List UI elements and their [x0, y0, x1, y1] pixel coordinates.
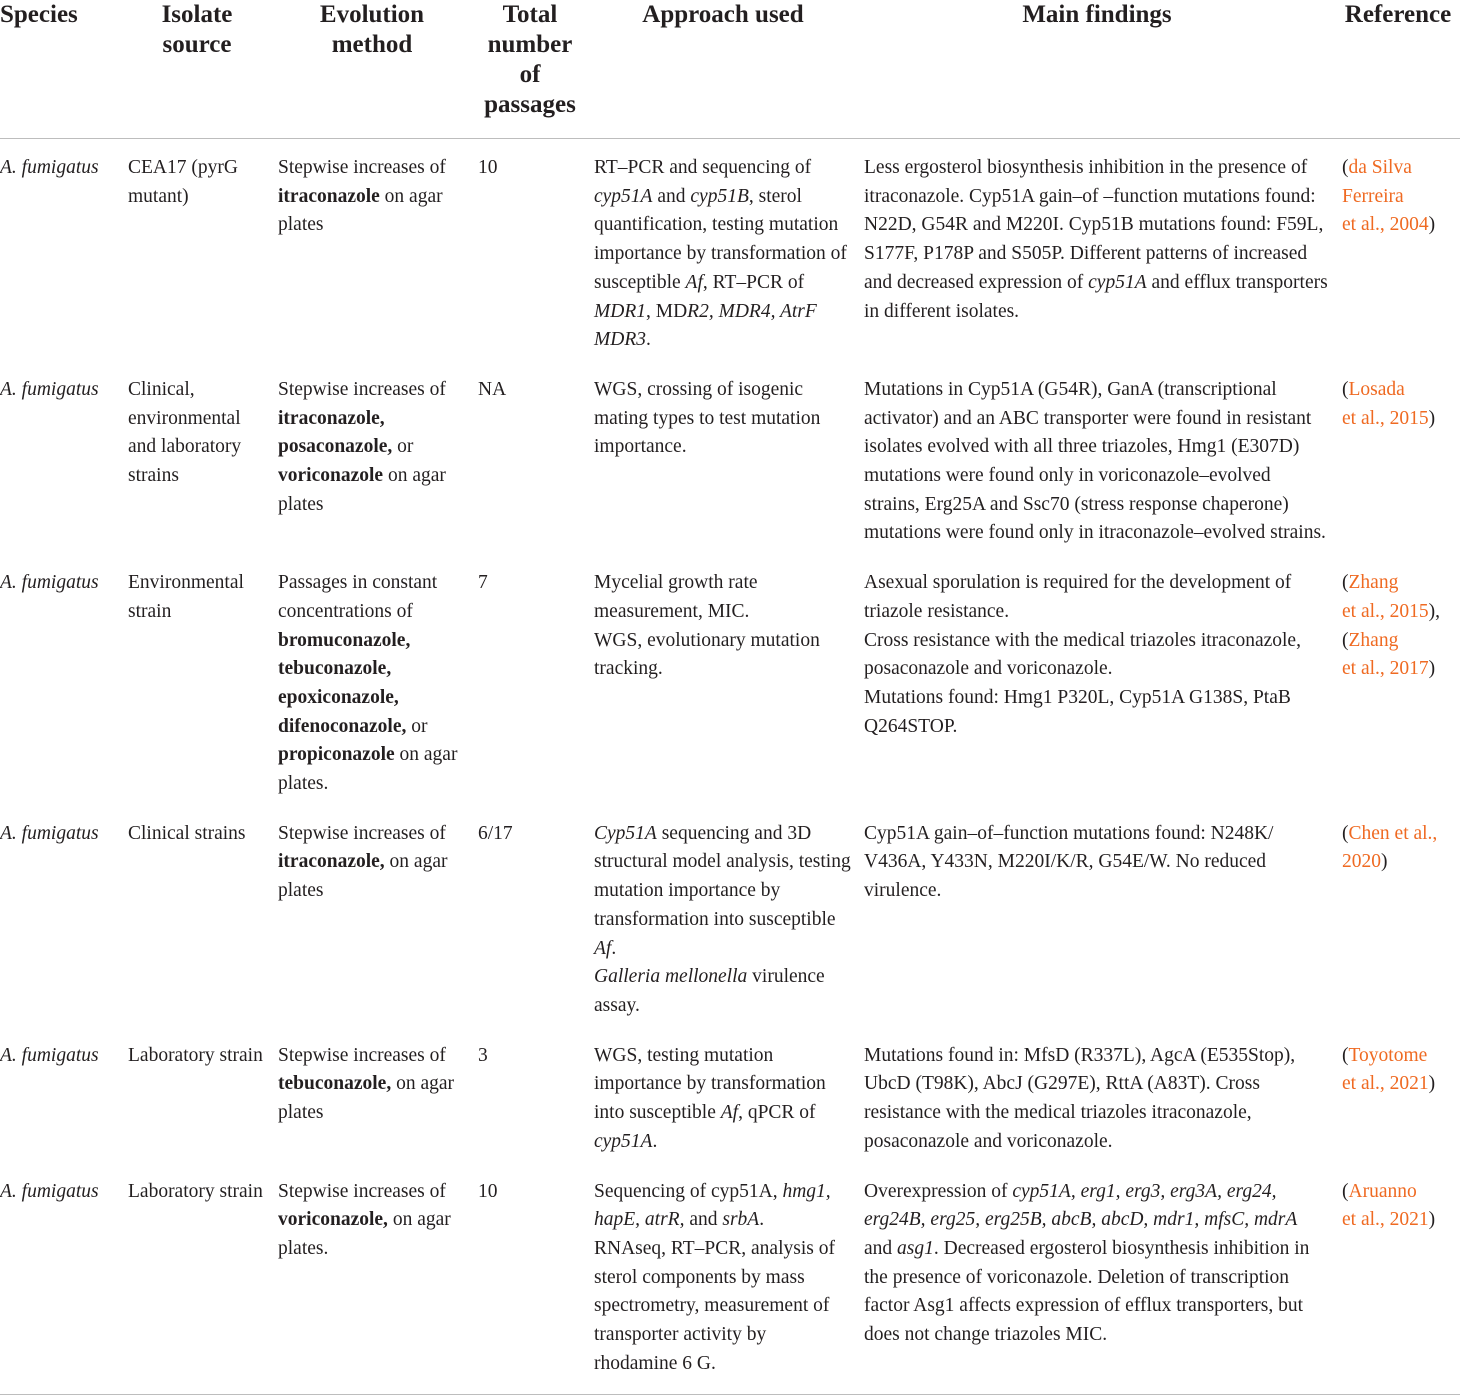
- reference-link[interactable]: 2020: [1342, 851, 1381, 873]
- cell-passages: 10: [478, 1180, 498, 1202]
- cell-method: Stepwise increases of itraconazole, posaconazole, or voriconazole on agar plates: [278, 378, 446, 515]
- cell-findings: Mutations found in: MfsD (R337L), AgcA (E535Stop), UbcD (T98K), AbcJ (G297E), RttA (A83T). Cross resistance with the medical triazoles itraconazole, posaconazole and voriconazole.: [864, 1044, 1296, 1152]
- cell-reference: (Losada et al., 2015): [1342, 378, 1436, 429]
- cell-findings: Less ergosterol biosynthesis inhibition in the presence of itraconazole. Cyp51A gain–of –function mutations found: N22D, G54R and M220I. Cyp51B mutations found: F59L, S177F, P178P and S505P. Different patterns of increased and decreased expression of cyp51A and efflux transporters in different isolates.: [864, 157, 1328, 322]
- reference-link[interactable]: et al., 2015: [1342, 407, 1429, 429]
- cell-source: Clinical strains: [128, 822, 246, 844]
- cell-findings: Mutations in Cyp51A (G54R), GanA (transcriptional activator) and an ABC transporter were found in resistant isolates evolved with all three triazoles, Hmg1 (E307D) mutations were found only in voriconazole–evolved strains, Erg25A and Ssc70 (stress response chaperone) mutations were found only in itraconazole–evolved strains.: [864, 378, 1326, 544]
- reference-link[interactable]: Chen et al.,: [1348, 822, 1438, 844]
- table-row: [0, 554, 1460, 805]
- cell-species: A. fumigatus: [0, 157, 99, 178]
- cell-source: Laboratory strain: [128, 1044, 263, 1066]
- reference-link[interactable]: et al., 2021: [1342, 1209, 1429, 1231]
- header-evolution-method: Evolution method: [319, 1, 425, 58]
- reference-link[interactable]: Aruanno: [1348, 1180, 1417, 1202]
- reference-link[interactable]: Ferreira: [1342, 185, 1404, 207]
- reference-link[interactable]: Toyotome: [1348, 1044, 1428, 1066]
- header-species: Species: [0, 1, 78, 28]
- cell-passages: 10: [478, 157, 498, 178]
- cell-passages: 3: [478, 1044, 488, 1066]
- cell-passages: NA: [478, 378, 507, 400]
- cell-approach: Mycelial growth rate measurement, MIC. WGS, evolutionary mutation tracking.: [594, 572, 820, 680]
- cell-species: A. fumigatus: [0, 572, 99, 594]
- cell-method: Stepwise increases of itraconazole, on agar plates: [278, 822, 448, 902]
- reference-link[interactable]: da Silva: [1348, 157, 1412, 178]
- cell-species: A. fumigatus: [0, 378, 99, 400]
- cell-approach: Cyp51A sequencing and 3D structural model analysis, testing mutation importance by transformation into susceptible Af. Galleria mellonella virulence assay.: [594, 822, 851, 1016]
- cell-passages: 6/17: [478, 822, 513, 844]
- cell-species: A. fumigatus: [0, 1044, 99, 1066]
- cell-approach: WGS, testing mutation importance by transformation into susceptible Af, qPCR of cyp51A.: [594, 1044, 826, 1152]
- cell-method: Stepwise increases of tebuconazole, on agar plates: [278, 1044, 455, 1124]
- table-row: [0, 1027, 1460, 1163]
- cell-reference: (Zhang et al., 2015), (Zhang et al., 2017): [1342, 572, 1441, 680]
- reference-link[interactable]: Losada: [1348, 378, 1405, 400]
- cell-approach: Sequencing of cyp51A, hmg1, hapE, atrR, and srbA. RNAseq, RT–PCR, analysis of sterol components by mass spectrometry, measurement of transporter activity by rhodamine 6 G.: [594, 1180, 835, 1374]
- cell-findings: Asexual sporulation is required for the development of triazole resistance. Cross resistance with the medical triazoles itraconazole, posaconazole and voriconazole. Mutations found: Hmg1 P320L, Cyp51A G138S, PtaB Q264STOP.: [864, 572, 1301, 737]
- table-row: [0, 361, 1460, 554]
- header-reference: Reference: [1344, 1, 1452, 28]
- cell-method: Stepwise increases of voriconazole, on agar plates.: [278, 1180, 451, 1259]
- header-passages: Total number of passages: [484, 1, 576, 118]
- cell-source: Environmental strain: [128, 572, 244, 622]
- cell-species: A. fumigatus: [0, 822, 99, 844]
- cell-source: Clinical, environmental and laboratory strains: [128, 378, 242, 487]
- cell-findings: Cyp51A gain–of–function mutations found: N248K/ V436A, Y433N, M220I/K/R, G54E/W. No reduced virulence.: [864, 822, 1274, 902]
- table-row: [0, 139, 1460, 361]
- cell-species: A. fumigatus: [0, 1180, 99, 1202]
- header-findings: Main findings: [1022, 1, 1172, 28]
- cell-passages: 7: [478, 572, 488, 594]
- header-approach: Approach used: [642, 1, 804, 28]
- cell-reference: (Aruanno et al., 2021): [1342, 1180, 1436, 1231]
- cell-approach: RT–PCR and sequencing of cyp51A and cyp51B, sterol quantification, testing mutation importance by transformation of susceptible Af, RT–PCR of MDR1, MDR2, MDR4, AtrF MDR3.: [594, 157, 847, 351]
- cell-approach: WGS, crossing of isogenic mating types to test mutation importance.: [594, 378, 821, 458]
- cell-method: Stepwise increases of itraconazole on agar plates: [278, 157, 446, 236]
- cell-source: CEA17 (pyrG mutant): [128, 157, 238, 207]
- reference-link[interactable]: et al., 2004: [1342, 214, 1429, 236]
- cell-method: Passages in constant concentrations of bromuconazole, tebuconazole, epoxiconazole, difenoconazole, or propiconazole on agar plates.: [278, 572, 458, 795]
- table-row: [0, 1163, 1460, 1395]
- cell-findings: Overexpression of cyp51A, erg1, erg3, erg3A, erg24, erg24B, erg25, erg25B, abcB, abcD, mdr1, mfsC, mdrA and asg1. Decreased ergosterol biosynthesis inhibition in the presence of voriconazole. Deletion of transcription factor Asg1 affects expression of efflux transporters, but does not change triazoles MIC.: [864, 1180, 1310, 1346]
- header-row: [0, 0, 1460, 139]
- reference-link[interactable]: Zhang: [1348, 572, 1399, 594]
- reference-link[interactable]: et al., 2021: [1342, 1073, 1429, 1095]
- cell-reference: (Chen et al., 2020): [1342, 822, 1438, 873]
- cell-reference: (Toyotome et al., 2021): [1342, 1044, 1436, 1095]
- reference-link[interactable]: Zhang: [1348, 629, 1399, 651]
- cell-reference: (da Silva Ferreira et al., 2004): [1342, 157, 1436, 236]
- table-row: [0, 805, 1460, 1027]
- cell-source: Laboratory strain: [128, 1180, 263, 1202]
- reference-link[interactable]: et al., 2017: [1342, 658, 1429, 680]
- header-isolate-source: Isolate source: [161, 1, 233, 58]
- reference-link[interactable]: et al., 2015: [1342, 600, 1429, 622]
